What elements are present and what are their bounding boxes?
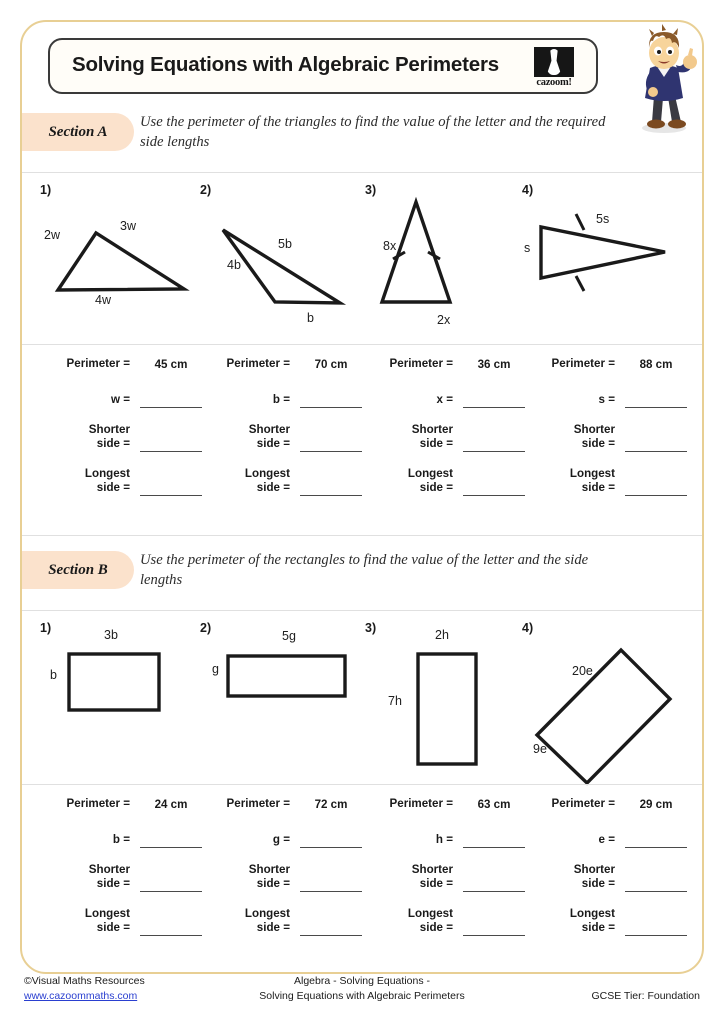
shorter-row-a1 bbox=[40, 423, 202, 452]
answer-block-b2 bbox=[200, 797, 362, 936]
variable-label-b4: e = bbox=[598, 833, 615, 847]
variable-answer-blank-b1[interactable] bbox=[140, 834, 202, 848]
answer-block-a2 bbox=[200, 357, 362, 496]
problem-number-b3: 3) bbox=[365, 621, 377, 635]
longest-row-a4 bbox=[525, 467, 687, 496]
shorter-label-b4: Shorter side = bbox=[573, 862, 615, 891]
footer-topic-line2: Solving Equations with Algebraic Perimeters bbox=[259, 990, 465, 1003]
section-b-instruction: Use the perimeter of the rectangles to find the value of the letter and the side lengths bbox=[140, 552, 589, 588]
shorter-label-b1: Shorter side = bbox=[88, 862, 130, 891]
longest-row-b3 bbox=[363, 907, 525, 936]
side-label-a1-1: 2w bbox=[44, 228, 60, 242]
variable-label-a2: b = bbox=[272, 393, 290, 407]
perimeter-label-b2: Perimeter = bbox=[226, 797, 290, 810]
variable-label-b3: h = bbox=[435, 833, 453, 847]
perimeter-label-b3: Perimeter = bbox=[389, 797, 453, 810]
longest-row-a3 bbox=[363, 467, 525, 496]
shorter-answer-blank-a4[interactable] bbox=[625, 438, 687, 452]
longest-answer-blank-b1[interactable] bbox=[140, 922, 202, 936]
shorter-row-b1 bbox=[40, 863, 202, 892]
perimeter-value-a2: 70 cm bbox=[314, 358, 348, 372]
footer-tier: GCSE Tier: Foundation bbox=[591, 990, 700, 1002]
perimeter-row-b3 bbox=[363, 797, 525, 811]
longest-answer-blank-a1[interactable] bbox=[140, 482, 202, 496]
longest-row-b1 bbox=[40, 907, 202, 936]
side-label-a2-1: 4b bbox=[227, 258, 241, 272]
side-label-b1-2: b bbox=[50, 668, 57, 682]
longest-label-b1: Longest side = bbox=[84, 906, 130, 935]
section-a-label: Section A bbox=[48, 124, 108, 140]
side-label-b3-2: 7h bbox=[388, 694, 402, 708]
variable-row-a2 bbox=[200, 393, 362, 407]
shorter-row-a2 bbox=[200, 423, 362, 452]
shorter-answer-blank-b1[interactable] bbox=[140, 878, 202, 892]
longest-row-a2 bbox=[200, 467, 362, 496]
side-label-b2-2: g bbox=[212, 662, 219, 676]
perimeter-value-b1: 24 cm bbox=[154, 798, 188, 812]
side-label-a2-2: 5b bbox=[278, 237, 292, 251]
shorter-row-b4 bbox=[525, 863, 687, 892]
variable-row-b3 bbox=[363, 833, 525, 847]
divider-mid-b bbox=[22, 784, 702, 785]
cazoom-logo-text: cazoom! bbox=[536, 77, 572, 88]
perimeter-row-a1 bbox=[40, 357, 202, 371]
page-title: Solving Equations with Algebraic Perimeters bbox=[72, 53, 499, 76]
side-label-b1-1: 3b bbox=[104, 628, 118, 642]
perimeter-row-a4 bbox=[525, 357, 687, 371]
shorter-answer-blank-b4[interactable] bbox=[625, 878, 687, 892]
cazoom-logo bbox=[528, 47, 580, 89]
side-label-b2-1: 5g bbox=[282, 629, 296, 643]
variable-label-a4: s = bbox=[598, 393, 615, 407]
problem-number-a2: 2) bbox=[200, 183, 212, 197]
shorter-row-b3 bbox=[363, 863, 525, 892]
variable-row-b2 bbox=[200, 833, 362, 847]
perimeter-row-a2 bbox=[200, 357, 362, 371]
longest-label-b4: Longest side = bbox=[569, 906, 615, 935]
variable-row-a3 bbox=[363, 393, 525, 407]
shape-rectangle-b1 bbox=[40, 640, 200, 730]
shorter-row-a3 bbox=[363, 423, 525, 452]
side-label-b4-1: 20e bbox=[572, 664, 593, 678]
side-label-a1-3: 4w bbox=[95, 293, 111, 307]
answer-block-a3 bbox=[363, 357, 525, 496]
shorter-answer-blank-b3[interactable] bbox=[463, 878, 525, 892]
longest-row-b2 bbox=[200, 907, 362, 936]
problem-number-b1: 1) bbox=[40, 621, 52, 635]
variable-label-a3: x = bbox=[436, 393, 453, 407]
shorter-label-a3: Shorter side = bbox=[411, 422, 453, 451]
title-bar bbox=[48, 38, 598, 94]
perimeter-value-a3: 36 cm bbox=[477, 358, 511, 372]
longest-label-a3: Longest side = bbox=[407, 466, 453, 495]
variable-row-a1 bbox=[40, 393, 202, 407]
footer bbox=[0, 972, 724, 1016]
variable-row-b4 bbox=[525, 833, 687, 847]
perimeter-value-a4: 88 cm bbox=[639, 358, 673, 372]
variable-answer-blank-a4[interactable] bbox=[625, 394, 687, 408]
problem-number-a3: 3) bbox=[365, 183, 377, 197]
answer-block-b4 bbox=[525, 797, 687, 936]
variable-row-b1 bbox=[40, 833, 202, 847]
side-label-a4-2: 5s bbox=[596, 212, 610, 226]
copyright-text: ©Visual Maths Resources bbox=[24, 975, 145, 987]
perimeter-value-a1: 45 cm bbox=[154, 358, 188, 372]
shorter-answer-blank-b2[interactable] bbox=[300, 878, 362, 892]
shorter-label-b3: Shorter side = bbox=[411, 862, 453, 891]
longest-answer-blank-b4[interactable] bbox=[625, 922, 687, 936]
divider-bottom-a bbox=[22, 535, 702, 536]
shape-rectangle-b2 bbox=[200, 640, 360, 730]
longest-label-b3: Longest side = bbox=[407, 906, 453, 935]
variable-answer-blank-a2[interactable] bbox=[300, 394, 362, 408]
shorter-label-a4: Shorter side = bbox=[573, 422, 615, 451]
student-mascot-icon bbox=[628, 24, 700, 136]
variable-row-a4 bbox=[525, 393, 687, 407]
variable-answer-blank-b3[interactable] bbox=[463, 834, 525, 848]
perimeter-value-b2: 72 cm bbox=[314, 798, 348, 812]
shape-triangle-a2 bbox=[200, 205, 360, 320]
perimeter-value-b4: 29 cm bbox=[639, 798, 673, 812]
perimeter-value-b3: 63 cm bbox=[477, 798, 511, 812]
problem-number-a4: 4) bbox=[522, 183, 534, 197]
longest-answer-blank-a4[interactable] bbox=[625, 482, 687, 496]
longest-row-a1 bbox=[40, 467, 202, 496]
shorter-answer-blank-a1[interactable] bbox=[140, 438, 202, 452]
side-label-a4-1: s bbox=[524, 241, 531, 255]
variable-label-b2: g = bbox=[272, 833, 290, 847]
section-b-badge bbox=[22, 551, 134, 589]
side-label-b4-2: 9e bbox=[533, 742, 547, 756]
perimeter-label-a3: Perimeter = bbox=[389, 357, 453, 370]
footer-topic-line1: Algebra - Solving Equations - bbox=[294, 975, 430, 987]
side-label-a1-2: 3w bbox=[120, 219, 136, 233]
variable-answer-blank-b4[interactable] bbox=[625, 834, 687, 848]
perimeter-row-b2 bbox=[200, 797, 362, 811]
perimeter-label-b1: Perimeter = bbox=[66, 797, 130, 810]
section-b-label: Section B bbox=[48, 562, 108, 578]
longest-row-b4 bbox=[525, 907, 687, 936]
shorter-label-a2: Shorter side = bbox=[248, 422, 290, 451]
problem-number-b4: 4) bbox=[522, 621, 534, 635]
variable-answer-blank-a3[interactable] bbox=[463, 394, 525, 408]
shorter-row-a4 bbox=[525, 423, 687, 452]
longest-answer-blank-a3[interactable] bbox=[463, 482, 525, 496]
divider-top-b bbox=[22, 610, 702, 611]
perimeter-label-a1: Perimeter = bbox=[66, 357, 130, 370]
divider-top-a bbox=[22, 172, 702, 173]
variable-label-b1: b = bbox=[112, 833, 130, 847]
section-a-instruction: Use the perimeter of the triangles to find the value of the letter and the required side lengths bbox=[140, 114, 606, 150]
cazoom-hourglass-icon bbox=[534, 47, 574, 77]
longest-answer-blank-a2[interactable] bbox=[300, 482, 362, 496]
problem-number-b2: 2) bbox=[200, 621, 212, 635]
side-label-b3-1: 2h bbox=[435, 628, 449, 642]
perimeter-label-a4: Perimeter = bbox=[551, 357, 615, 370]
shorter-row-b2 bbox=[200, 863, 362, 892]
shape-triangle-a3 bbox=[365, 190, 525, 325]
shorter-answer-blank-a2[interactable] bbox=[300, 438, 362, 452]
longest-label-a2: Longest side = bbox=[244, 466, 290, 495]
answer-block-b3 bbox=[363, 797, 525, 936]
perimeter-label-b4: Perimeter = bbox=[551, 797, 615, 810]
website-link[interactable]: www.cazoommaths.com bbox=[24, 990, 138, 1003]
longest-label-a4: Longest side = bbox=[569, 466, 615, 495]
perimeter-row-a3 bbox=[363, 357, 525, 371]
shorter-label-a1: Shorter side = bbox=[88, 422, 130, 451]
side-label-a3-2: 2x bbox=[437, 313, 451, 327]
problem-number-a1: 1) bbox=[40, 183, 52, 197]
variable-answer-blank-a1[interactable] bbox=[140, 394, 202, 408]
perimeter-label-a2: Perimeter = bbox=[226, 357, 290, 370]
answer-block-a1 bbox=[40, 357, 202, 496]
perimeter-row-b1 bbox=[40, 797, 202, 811]
side-label-a3-1: 8x bbox=[383, 239, 397, 253]
longest-answer-blank-b2[interactable] bbox=[300, 922, 362, 936]
shorter-label-b2: Shorter side = bbox=[248, 862, 290, 891]
longest-answer-blank-b3[interactable] bbox=[463, 922, 525, 936]
perimeter-row-b4 bbox=[525, 797, 687, 811]
variable-answer-blank-b2[interactable] bbox=[300, 834, 362, 848]
variable-label-a1: w = bbox=[110, 393, 130, 407]
longest-label-a1: Longest side = bbox=[84, 466, 130, 495]
longest-label-b2: Longest side = bbox=[244, 906, 290, 935]
section-a-badge bbox=[22, 113, 134, 151]
side-label-a2-3: b bbox=[307, 311, 314, 325]
answer-block-b1 bbox=[40, 797, 202, 936]
shorter-answer-blank-a3[interactable] bbox=[463, 438, 525, 452]
answer-block-a4 bbox=[525, 357, 687, 496]
divider-mid-a bbox=[22, 344, 702, 345]
